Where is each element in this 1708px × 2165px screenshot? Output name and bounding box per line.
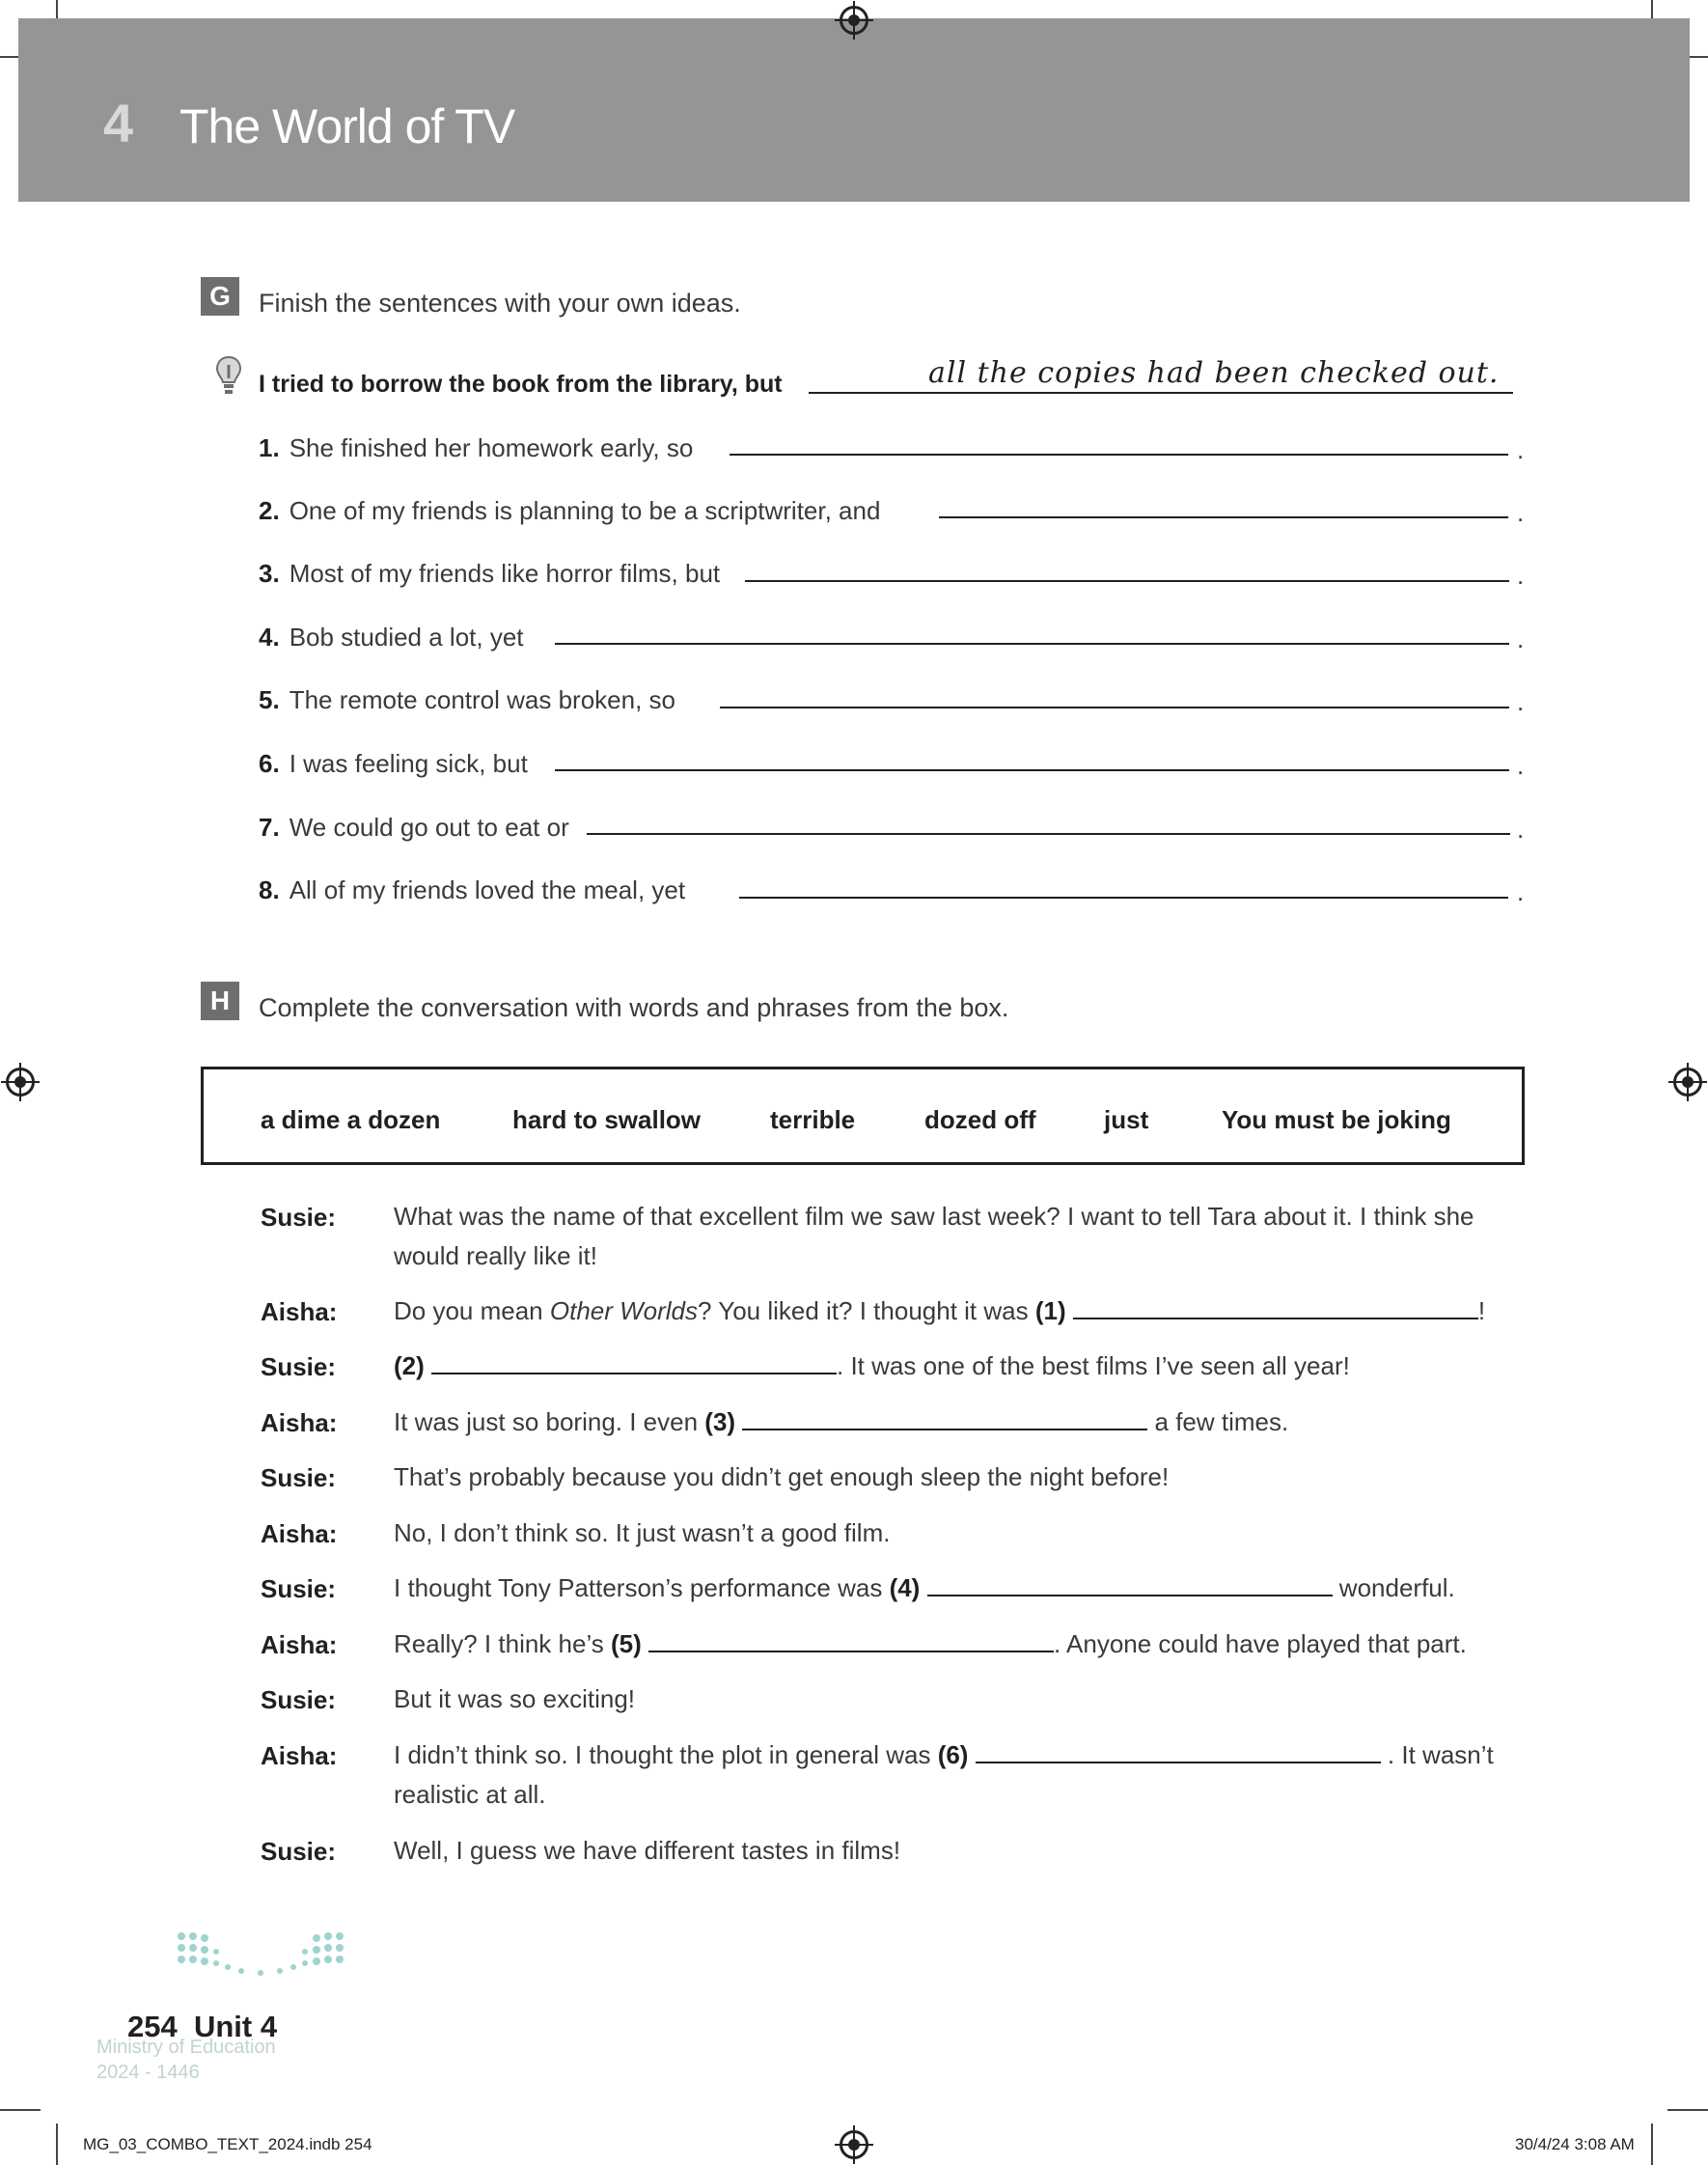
word-box-item: You must be joking <box>1222 1105 1451 1134</box>
section-badge-g: G <box>201 277 239 316</box>
answer-line[interactable] <box>555 643 1509 645</box>
speaker-label: Aisha: <box>261 1519 338 1548</box>
dialogue-line: Do you mean Other Worlds? You liked it? I thought it was (1) ! <box>394 1296 1486 1325</box>
section-h-instruction: Complete the conversation with words and phrases from the box. <box>259 993 1009 1022</box>
blank-6[interactable] <box>976 1740 1381 1763</box>
answer-line[interactable] <box>587 833 1510 835</box>
blank-4[interactable] <box>927 1573 1333 1596</box>
ministry-logo-icon <box>174 1930 347 1988</box>
period: . <box>1517 561 1525 590</box>
exercise-item-1: 1. She finished her homework early, so <box>259 433 694 462</box>
exercise-item-2: 2. One of my friends is planning to be a scriptwriter, and <box>259 496 881 525</box>
dialogue-line: What was the name of that excellent film we saw last week? I want to tell Tara about it. I think she would really like it! <box>394 1202 1474 1270</box>
dialogue-line: (2) . It was one of the best films I’ve seen all year! <box>394 1351 1350 1380</box>
speaker-label: Aisha: <box>261 1408 338 1437</box>
print-slug-file: MG_03_COMBO_TEXT_2024.indb 254 <box>83 2135 372 2153</box>
period: . <box>1517 687 1525 716</box>
answer-line[interactable] <box>555 769 1509 771</box>
print-slug-date: 30/4/24 3:08 AM <box>1515 2135 1635 2153</box>
speaker-label: Aisha: <box>261 1297 338 1326</box>
answer-line[interactable] <box>939 516 1508 518</box>
registration-mark-icon <box>1673 1068 1702 1096</box>
registration-mark-icon <box>840 2130 868 2159</box>
exercise-item-6: 6. I was feeling sick, but <box>259 749 528 778</box>
speaker-label: Aisha: <box>261 1630 338 1659</box>
speaker-label: Susie: <box>261 1574 337 1603</box>
dialogue-line: It was just so boring. I even (3) a few times. <box>394 1407 1289 1436</box>
dialogue-line: I didn’t think so. I thought the plot in general was (6) . It wasn’t realistic at all. <box>394 1740 1494 1809</box>
answer-line[interactable] <box>730 454 1508 456</box>
word-box-item: terrible <box>770 1105 856 1134</box>
word-box-item: hard to swallow <box>512 1105 702 1134</box>
dialogue-line: No, I don’t think so. It just wasn’t a good film. <box>394 1518 891 1547</box>
answer-line[interactable] <box>739 897 1508 899</box>
exercise-item-3: 3. Most of my friends like horror films, but <box>259 559 721 588</box>
unit-title: The World of TV <box>179 99 515 153</box>
dialogue-line: Well, I guess we have different tastes in films! <box>394 1836 901 1865</box>
registration-mark-icon <box>840 6 868 35</box>
period: . <box>1517 815 1525 844</box>
speaker-label: Susie: <box>261 1837 337 1866</box>
period: . <box>1517 751 1525 780</box>
answer-line[interactable] <box>745 580 1509 582</box>
blank-1[interactable] <box>1073 1296 1478 1319</box>
exercise-item-5: 5. The remote control was broken, so <box>259 685 675 714</box>
answer-line[interactable] <box>720 707 1509 708</box>
dialogue-line: That’s probably because you didn’t get enough sleep the night before! <box>394 1462 1170 1491</box>
ministry-logo-text: Ministry of Education 2024 - 1446 <box>96 2037 276 2083</box>
dialogue-line: Really? I think he’s (5) . Anyone could have played that part. <box>394 1629 1467 1658</box>
period: . <box>1517 498 1525 527</box>
period: . <box>1517 625 1525 653</box>
crop-mark <box>1667 2109 1708 2111</box>
unit-number: 4 <box>103 93 134 153</box>
blank-2[interactable] <box>431 1351 837 1374</box>
section-g-instruction: Finish the sentences with your own ideas. <box>259 289 741 318</box>
word-box-item: dozed off <box>924 1105 1036 1134</box>
word-box-item: just <box>1104 1105 1149 1134</box>
exercise-item-4: 4. Bob studied a lot, yet <box>259 623 524 652</box>
speaker-label: Susie: <box>261 1685 337 1714</box>
exercise-item-8: 8. All of my friends loved the meal, yet <box>259 875 686 904</box>
section-badge-h: H <box>201 982 239 1020</box>
word-box-item: a dime a dozen <box>261 1105 441 1134</box>
answer-line <box>809 392 1513 394</box>
blank-5[interactable] <box>648 1629 1054 1652</box>
page-number: 254 Unit 4 <box>127 2010 278 2043</box>
dialogue-line: But it was so exciting! <box>394 1684 635 1713</box>
speaker-label: Susie: <box>261 1203 337 1232</box>
dialogue-line: I thought Tony Patterson’s performance was (4) wonderful. <box>394 1573 1455 1602</box>
registration-mark-icon <box>6 1068 35 1096</box>
speaker-label: Susie: <box>261 1463 337 1492</box>
crop-mark <box>0 2109 41 2111</box>
exercise-item-7: 7. We could go out to eat or <box>259 813 569 842</box>
blank-3[interactable] <box>742 1407 1147 1430</box>
period: . <box>1517 435 1525 464</box>
crop-mark <box>1651 2123 1653 2165</box>
example-handwritten-answer: all the copies had been checked out. <box>928 356 1500 390</box>
crop-mark <box>56 2123 58 2165</box>
period: . <box>1517 877 1525 906</box>
speaker-label: Susie: <box>261 1352 337 1381</box>
lightbulb-icon <box>214 355 243 400</box>
speaker-label: Aisha: <box>261 1741 338 1770</box>
example-prompt: I tried to borrow the book from the library, but <box>259 371 783 398</box>
